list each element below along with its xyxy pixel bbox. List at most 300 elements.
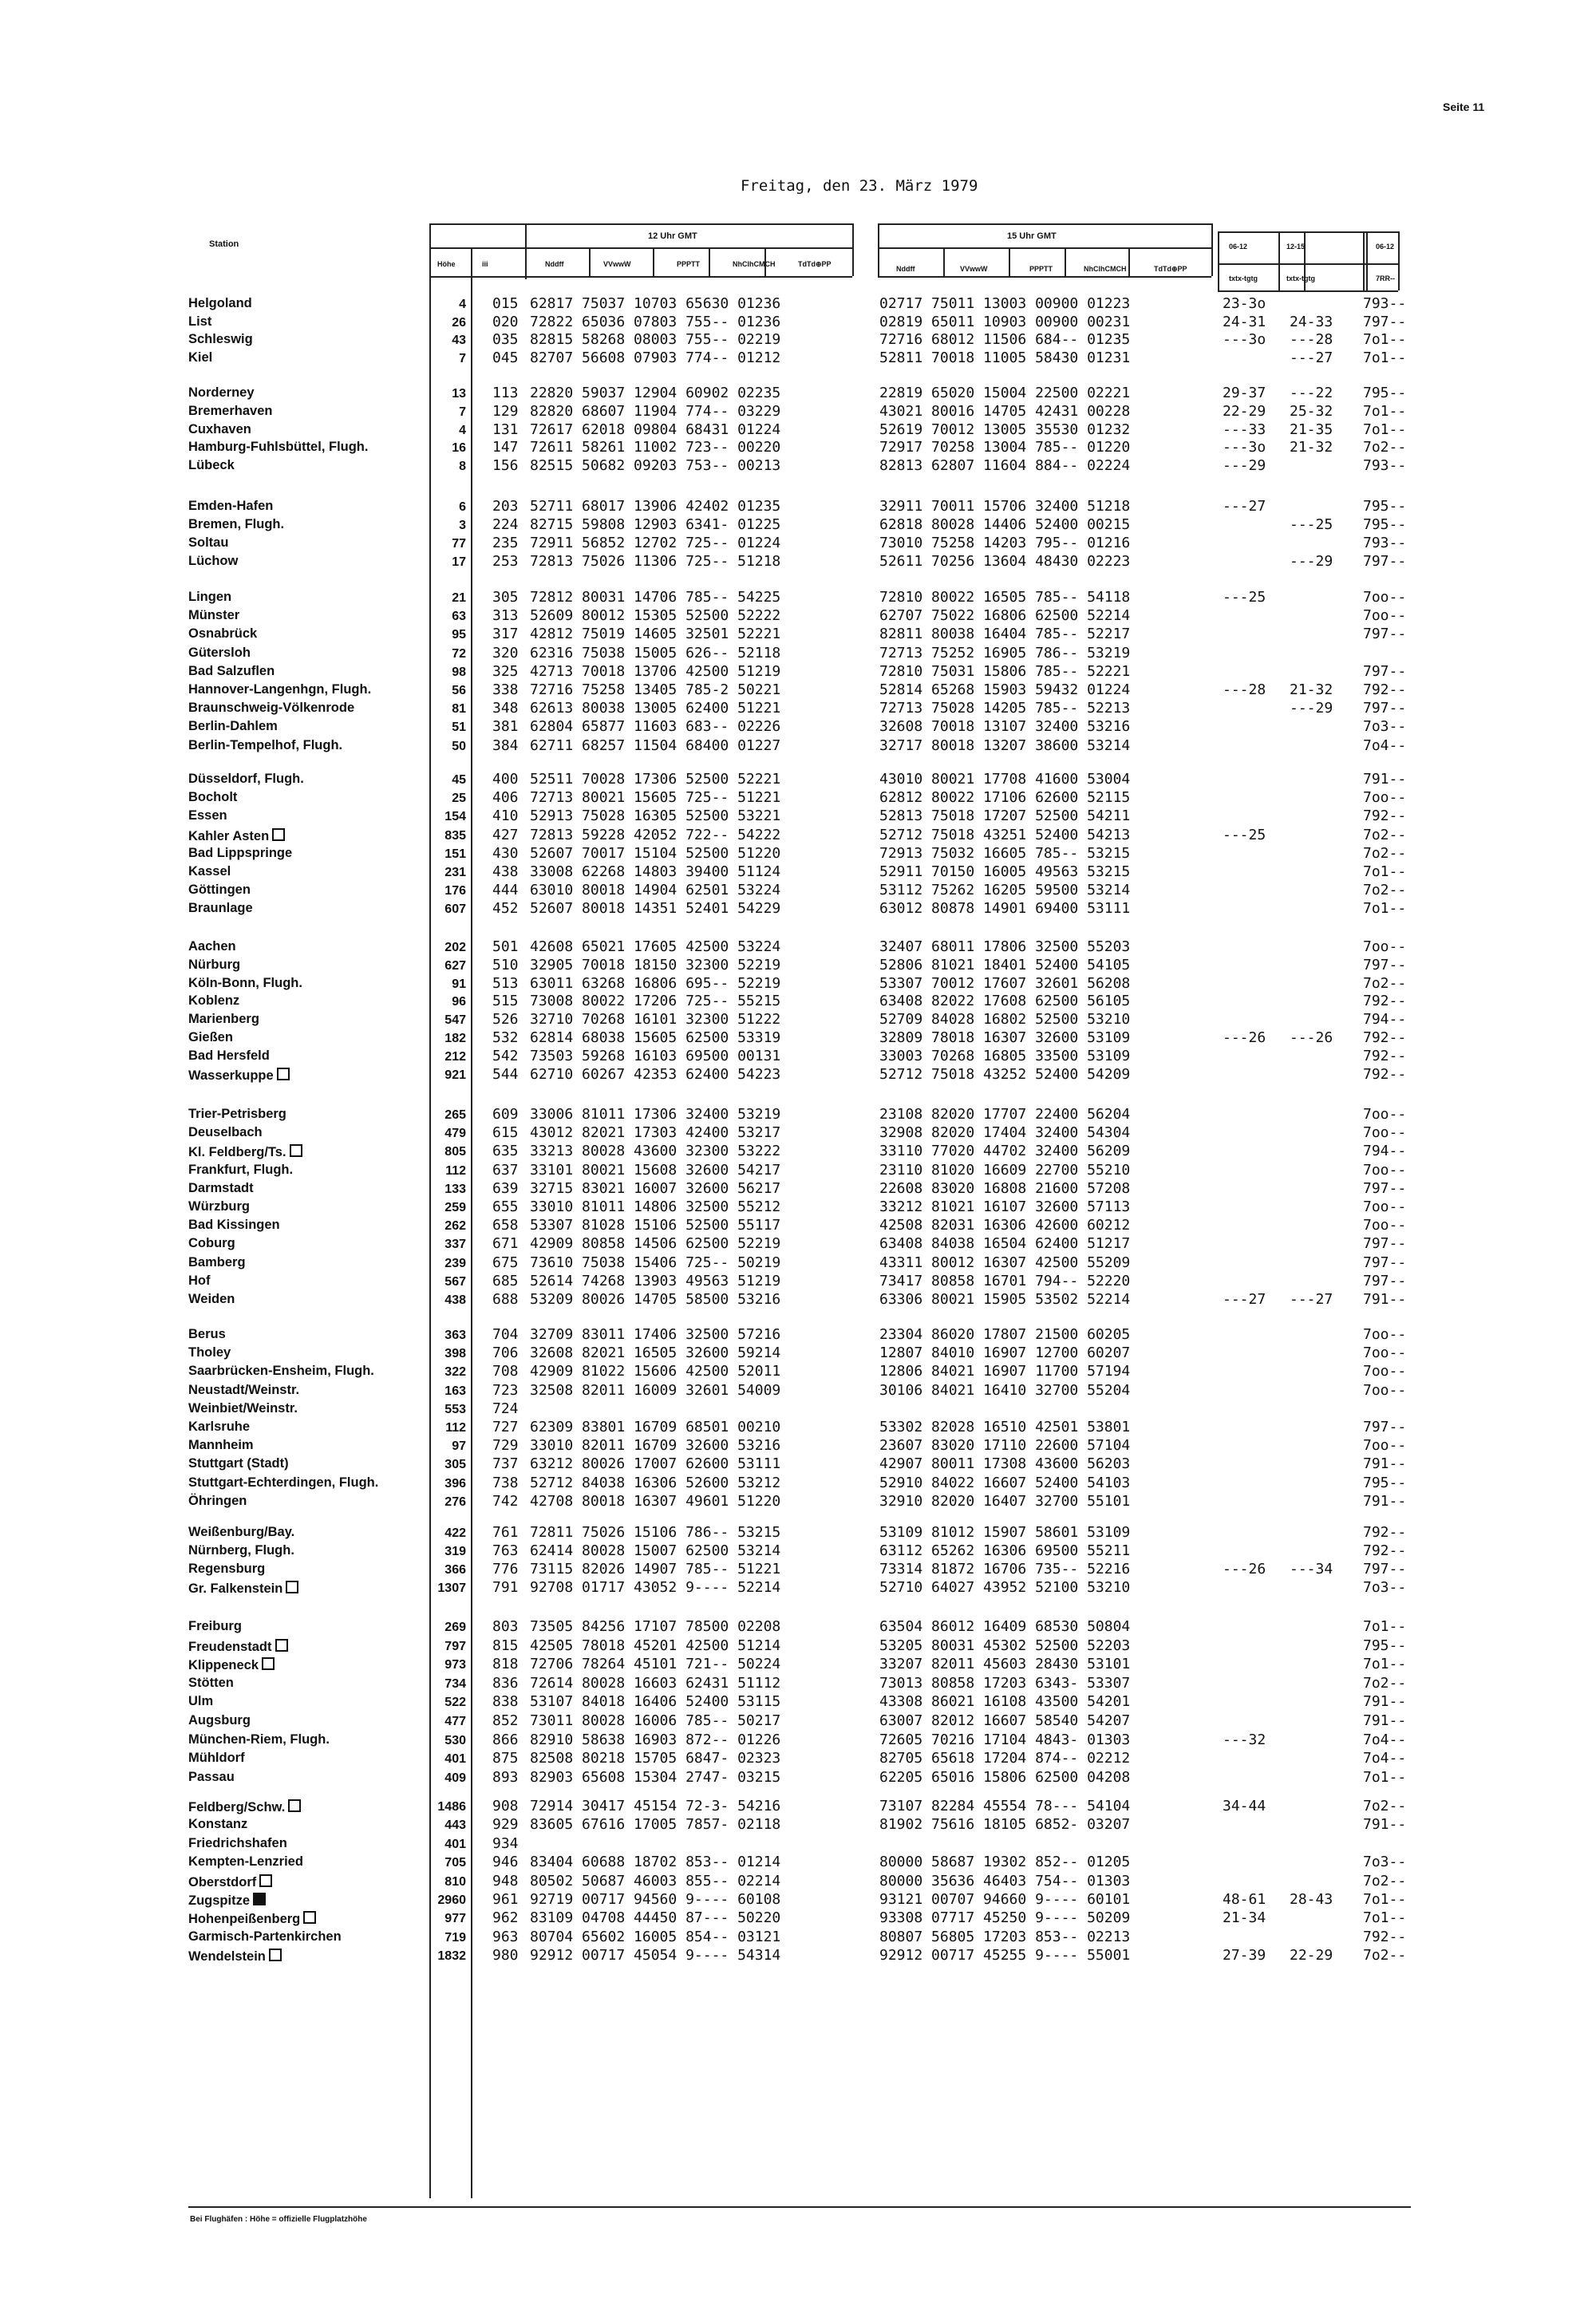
station-name-text: Wasserkuppe [188, 1068, 274, 1083]
obs-15-utc: 72713 75252 16905 786-- 53219 [879, 645, 1131, 661]
obs-12-utc: 83109 04708 44450 87--- 50220 [530, 1909, 781, 1926]
station-index: 836 [492, 1675, 519, 1692]
obs-15-utc: 92912 00717 45255 9---- 55001 [879, 1947, 1131, 1964]
station-name [188, 1237, 235, 1250]
station-height: 259 [444, 1201, 466, 1214]
station-name-text: Gr. Falkenstein [188, 1581, 283, 1596]
precip-06-12: 7oo-- [1363, 1124, 1407, 1141]
station-name-text: Hannover-Langenhgn, Flugh. [188, 682, 372, 697]
obs-15-utc: 82811 80038 16404 785-- 52217 [879, 626, 1131, 642]
obs-12-utc: 42608 65021 17605 42500 53224 [530, 938, 781, 955]
obs-12-utc: 72813 59228 42052 722-- 54222 [530, 827, 781, 843]
obs-12-utc: 52913 75028 16305 52500 53221 [530, 807, 781, 824]
obs-15-utc: 53109 81012 15907 58601 53109 [879, 1524, 1131, 1541]
station-index: 325 [492, 663, 519, 680]
station-height: 2960 [437, 1893, 466, 1907]
station-name [188, 1676, 234, 1690]
obs-15-utc: 22608 83020 16808 21600 57208 [879, 1180, 1131, 1197]
station-name-text: Nürburg [188, 958, 241, 972]
station-name-text: Gießen [188, 1030, 233, 1044]
obs-15-utc: 32407 68011 17806 32500 55203 [879, 938, 1131, 955]
station-name [188, 646, 251, 660]
station-name-text: Nürnberg, Flugh. [188, 1543, 294, 1558]
table-row [0, 1293, 1596, 1310]
obs-15-utc: 23607 83020 17110 22600 57104 [879, 1437, 1131, 1454]
obs-12-utc: 62711 68257 11504 68400 01227 [530, 737, 781, 754]
station-index: 818 [492, 1656, 519, 1672]
temp-range-12-15: 25-32 [1290, 403, 1333, 420]
station-name [188, 1439, 254, 1452]
precip-06-12: 7o2-- [1363, 827, 1407, 843]
station-index: 963 [492, 1929, 519, 1945]
station-index: 946 [492, 1854, 519, 1870]
temp-range-12-15: 21-35 [1290, 421, 1333, 438]
frame-line-ext3-right [1398, 231, 1400, 290]
precip-06-12: 7o1-- [1363, 403, 1407, 420]
station-name [188, 536, 228, 550]
obs-12-utc: 52511 70028 17306 52500 52221 [530, 771, 781, 788]
precip-06-12: 7oo-- [1363, 1162, 1407, 1179]
ext-subheader-2: 7RR-- [1376, 274, 1395, 282]
station-name-text: Bad Salzuflen [188, 664, 275, 678]
station-name [188, 1293, 235, 1306]
station-height: 25 [452, 792, 466, 805]
station-height: 398 [444, 1347, 466, 1360]
table-row [0, 1544, 1596, 1562]
temp-range-12-15: 21-32 [1290, 439, 1333, 456]
station-index: 427 [492, 827, 519, 843]
col15-sep-1 [1009, 249, 1010, 276]
col12-sep-1 [653, 249, 654, 276]
station-name-text: Darmstadt [188, 1181, 254, 1195]
precip-06-12: 791-- [1363, 1816, 1407, 1833]
station-height: 91 [452, 977, 466, 991]
station-name [188, 701, 354, 715]
col12-header-3: NhClhCMCH [733, 260, 776, 268]
station-name [188, 1402, 298, 1416]
obs-12-utc: 82903 65608 15304 2747- 03215 [530, 1769, 781, 1786]
table-row [0, 627, 1596, 645]
obs-12-utc: 82715 59808 12903 6341- 01225 [530, 516, 781, 533]
obs-12-utc: 72911 56852 12702 725-- 01224 [530, 535, 781, 551]
table-row [0, 1476, 1596, 1494]
station-height: 438 [444, 1293, 466, 1307]
station-name-text: Neustadt/Weinstr. [188, 1383, 300, 1397]
precip-06-12: 797-- [1363, 1235, 1407, 1252]
station-index: 934 [492, 1835, 519, 1852]
frame-top-15 [878, 223, 1211, 225]
station-index: 639 [492, 1180, 519, 1197]
station-index: 708 [492, 1363, 519, 1380]
station-name [188, 590, 231, 604]
obs-12-utc: 72811 75026 15106 786-- 53215 [530, 1524, 781, 1541]
obs-15-utc: 32809 78018 16307 32600 53109 [879, 1029, 1131, 1046]
station-index: 513 [492, 975, 519, 992]
obs-15-utc: 72917 70258 13004 785-- 01220 [879, 439, 1131, 456]
station-index: 908 [492, 1798, 519, 1814]
station-height: 26 [452, 316, 466, 330]
obs-12-utc: 63010 80018 14904 62501 53224 [530, 882, 781, 898]
precip-06-12: 7o2-- [1363, 882, 1407, 898]
obs-12-utc: 52711 68017 13906 42402 01235 [530, 498, 781, 515]
station-index: 224 [492, 516, 519, 533]
obs-12-utc: 63212 80026 17007 62600 53111 [530, 1455, 781, 1472]
station-index: 737 [492, 1455, 519, 1472]
table-row [0, 423, 1596, 440]
station-name [188, 1182, 254, 1195]
station-name-text: Soltau [188, 535, 229, 550]
temp-range-06-12: 29-37 [1223, 385, 1266, 401]
precip-06-12: 791-- [1363, 1693, 1407, 1710]
station-name [188, 720, 278, 733]
precip-06-12: 797-- [1363, 1180, 1407, 1197]
station-name-text: Tholey [188, 1345, 231, 1360]
station-name-text: Kempten-Lenzried [188, 1854, 303, 1869]
obs-15-utc: 43010 80021 17708 41600 53004 [879, 771, 1131, 788]
station-index: 791 [492, 1579, 519, 1596]
obs-12-utc: 82707 56608 07903 774-- 01212 [530, 349, 781, 366]
station-name-text: Lüchow [188, 554, 239, 568]
station-name-text: Weiden [188, 1292, 235, 1306]
frame-line-ext1-left [1218, 231, 1219, 290]
obs-15-utc: 52811 70018 11005 58430 01231 [879, 349, 1131, 366]
frame-line-ext3-left [1366, 231, 1368, 290]
station-index: 501 [492, 938, 519, 955]
table-row [0, 1163, 1596, 1181]
temp-range-06-12: 34-44 [1223, 1798, 1266, 1814]
temp-range-12-15: 24-33 [1290, 314, 1333, 330]
obs-15-utc: 12806 84021 16907 11700 57194 [879, 1363, 1131, 1380]
station-index: 980 [492, 1947, 519, 1964]
station-name [188, 1544, 294, 1558]
station-height: 21 [452, 591, 466, 605]
col12-header-4: TdTd⊕PP [798, 260, 832, 268]
station-height: 13 [452, 387, 466, 401]
obs-12-utc: 62613 80038 13005 62400 51221 [530, 700, 781, 717]
station-height: 16 [452, 441, 466, 455]
precip-06-12: 797-- [1363, 1254, 1407, 1271]
precip-06-12: 792-- [1363, 681, 1407, 698]
precip-06-12: 7o4-- [1363, 1731, 1407, 1748]
station-index: 724 [492, 1400, 519, 1417]
obs-15-utc: 73107 82284 45554 78--- 54104 [879, 1798, 1131, 1814]
obs-15-utc: 43021 80016 14705 42431 00228 [879, 403, 1131, 420]
table-row [0, 536, 1596, 554]
station-height: 182 [444, 1032, 466, 1045]
precip-06-12: 7o2-- [1363, 975, 1407, 992]
station-height: 1486 [437, 1800, 466, 1814]
frame-mid-15 [878, 247, 1211, 249]
obs-15-utc: 82705 65618 17204 874-- 02212 [879, 1750, 1131, 1767]
station-height: 45 [452, 773, 466, 787]
precip-06-12: 791-- [1363, 771, 1407, 788]
precip-06-12: 792-- [1363, 1524, 1407, 1541]
precip-06-12: 795-- [1363, 1637, 1407, 1654]
obs-15-utc: 72810 75031 15806 785-- 52221 [879, 663, 1131, 680]
table-row [0, 1144, 1596, 1162]
footnote: Bei Flughäfen : Höhe = offizielle Flugplatzhöhe [190, 2215, 367, 2224]
station-name [188, 865, 231, 879]
precip-06-12: 792-- [1363, 1029, 1407, 1046]
station-name [188, 683, 371, 697]
station-name [188, 1799, 301, 1814]
station-index: 515 [492, 993, 519, 1009]
station-height: 72 [452, 647, 466, 661]
obs-15-utc: 42508 82031 16306 42600 60212 [879, 1217, 1131, 1234]
station-name [188, 1420, 250, 1434]
station-index: 742 [492, 1493, 519, 1510]
frame-line-12-right [852, 223, 854, 276]
station-name-text: Feldberg/Schw. [188, 1800, 286, 1814]
precip-06-12: 791-- [1363, 1455, 1407, 1472]
station-name-text: Würzburg [188, 1199, 250, 1214]
station-index: 838 [492, 1693, 519, 1710]
obs-15-utc: 12807 84010 16907 12700 60207 [879, 1344, 1131, 1361]
station-index: 671 [492, 1235, 519, 1252]
station-name-text: Trier-Petrisberg [188, 1107, 286, 1121]
table-row [0, 828, 1596, 846]
filled-square-icon [253, 1893, 266, 1905]
header-iii: iii [482, 260, 488, 268]
station-name [188, 386, 255, 400]
station-name [188, 1108, 286, 1121]
precip-06-12: 797-- [1363, 663, 1407, 680]
precip-06-12: 7o3-- [1363, 1579, 1407, 1596]
precip-06-12: 793-- [1363, 457, 1407, 474]
precip-06-12: 7o1-- [1363, 421, 1407, 438]
ext-header-0: 06-12 [1229, 243, 1248, 251]
station-index: 320 [492, 645, 519, 661]
obs-12-utc: 80704 65602 16005 854-- 03121 [530, 1929, 781, 1945]
station-height: 477 [444, 1715, 466, 1728]
obs-12-utc: 72611 58261 11002 723-- 00220 [530, 439, 781, 456]
obs-15-utc: 33207 82011 45603 28430 53101 [879, 1656, 1131, 1672]
precip-06-12: 797-- [1363, 314, 1407, 330]
obs-12-utc: 22820 59037 12904 60902 02235 [530, 385, 781, 401]
table-row [0, 791, 1596, 808]
table-row [0, 1182, 1596, 1199]
station-name [188, 1874, 272, 1889]
temp-range-06-12: ---26 [1223, 1561, 1266, 1577]
precip-06-12: 797-- [1363, 553, 1407, 570]
table-row [0, 405, 1596, 422]
station-height: 443 [444, 1818, 466, 1832]
station-name-text: Berus [188, 1327, 226, 1341]
station-name [188, 772, 304, 786]
precip-06-12: 7o1-- [1363, 863, 1407, 880]
obs-15-utc: 42907 80011 17308 43600 56203 [879, 1455, 1131, 1472]
station-height: 705 [444, 1856, 466, 1870]
frame-line-15-right [1211, 223, 1213, 276]
obs-12-utc: 92912 00717 45054 9---- 54314 [530, 1947, 781, 1964]
table-row [0, 1695, 1596, 1712]
obs-15-utc: 32910 82020 16407 32700 55101 [879, 1493, 1131, 1510]
precip-06-12: 797-- [1363, 1419, 1407, 1435]
table-row [0, 1526, 1596, 1543]
precip-06-12: 7o3-- [1363, 718, 1407, 735]
station-height: 112 [445, 1421, 466, 1435]
precip-06-12: 7o1-- [1363, 900, 1407, 917]
table-row [0, 1799, 1596, 1817]
station-height: 276 [444, 1495, 466, 1509]
station-name-text: Saarbrücken-Ensheim, Flugh. [188, 1364, 374, 1378]
station-name-text: Frankfurt, Flugh. [188, 1163, 294, 1177]
obs-12-utc: 72713 80021 15605 725-- 51221 [530, 789, 781, 806]
obs-12-utc: 52712 84038 16306 52600 53212 [530, 1475, 781, 1491]
frame-bottom-ext [1218, 290, 1398, 292]
temp-range-06-12: ---3o [1223, 331, 1266, 348]
station-height: 921 [444, 1068, 466, 1082]
station-index: 235 [492, 535, 519, 551]
table-row [0, 1256, 1596, 1273]
station-index: 542 [492, 1048, 519, 1064]
obs-12-utc: 42909 80858 14506 62500 52219 [530, 1235, 781, 1252]
station-name-text: Schleswig [188, 332, 253, 346]
obs-15-utc: 63408 82022 17608 62500 56105 [879, 993, 1131, 1009]
station-name [188, 1714, 251, 1727]
temp-range-12-15: ---28 [1290, 331, 1333, 348]
station-height: 239 [444, 1257, 466, 1270]
table-row [0, 1562, 1596, 1580]
col15-header-0: Nddff [896, 265, 915, 273]
frame-line-12-left [525, 225, 527, 279]
table-row [0, 315, 1596, 333]
temp-range-06-12: 24-31 [1223, 314, 1266, 330]
obs-15-utc: 72913 75032 16605 785-- 53215 [879, 845, 1131, 862]
temp-range-12-15: ---34 [1290, 1561, 1333, 1577]
obs-15-utc: 43311 80012 16307 42500 55209 [879, 1254, 1131, 1271]
station-name-text: Klippeneck [188, 1658, 259, 1672]
station-name [188, 1751, 245, 1765]
table-row [0, 1639, 1596, 1656]
obs-12-utc: 62817 75037 10703 65630 01236 [530, 295, 781, 312]
station-index: 815 [492, 1637, 519, 1654]
temp-range-12-15: 22-29 [1290, 1947, 1333, 1964]
station-name [188, 1620, 242, 1633]
temp-range-06-12: ---25 [1223, 589, 1266, 606]
obs-15-utc: 23108 82020 17707 22400 56204 [879, 1106, 1131, 1123]
table-row [0, 386, 1596, 404]
table-row [0, 1346, 1596, 1364]
temp-range-06-12: ---29 [1223, 457, 1266, 474]
station-height: 835 [444, 829, 466, 843]
station-name-text: Braunlage [188, 901, 253, 915]
temp-range-12-15: 28-43 [1290, 1891, 1333, 1908]
station-index: 035 [492, 331, 519, 348]
frame-line-ext1-right [1278, 231, 1280, 290]
station-height: 522 [444, 1696, 466, 1709]
station-index: 803 [492, 1618, 519, 1635]
station-name [188, 1031, 233, 1044]
precip-06-12: 792-- [1363, 1066, 1407, 1083]
station-index: 948 [492, 1873, 519, 1889]
table-row [0, 459, 1596, 476]
station-name-text: Konstanz [188, 1817, 248, 1831]
precip-06-12: 7o1-- [1363, 1769, 1407, 1786]
station-height: 176 [444, 884, 466, 898]
table-row [0, 1068, 1596, 1085]
station-height: 409 [444, 1771, 466, 1785]
station-height: 401 [444, 1838, 466, 1851]
obs-12-utc: 73008 80022 17206 725-- 55215 [530, 993, 781, 1009]
table-row [0, 1384, 1596, 1401]
station-name [188, 1346, 231, 1360]
precip-06-12: 793-- [1363, 535, 1407, 551]
station-name [188, 1657, 275, 1672]
precip-06-12: 7o2-- [1363, 845, 1407, 862]
station-name [188, 1893, 266, 1908]
station-height: 212 [444, 1050, 466, 1064]
station-index: 381 [492, 718, 519, 735]
station-height: 319 [444, 1545, 466, 1558]
table-row [0, 1126, 1596, 1143]
station-name-text: Weißenburg/Bay. [188, 1525, 295, 1539]
obs-15-utc: 73013 80858 17203 6343- 53307 [879, 1675, 1131, 1692]
obs-15-utc: 73010 75258 14203 795-- 01216 [879, 535, 1131, 551]
table-row [0, 1402, 1596, 1420]
obs-12-utc: 33010 81011 14806 32500 55212 [530, 1198, 781, 1215]
station-height: 322 [444, 1365, 466, 1379]
table-row [0, 1457, 1596, 1475]
col12-header-2: PPPTT [677, 260, 701, 268]
obs-15-utc: 52910 84022 16607 52400 54103 [879, 1475, 1131, 1491]
station-name-text: Wendelstein [188, 1949, 266, 1964]
station-name-text: Bad Hersfeld [188, 1048, 270, 1063]
obs-15-utc: 32608 70018 13107 32400 53216 [879, 718, 1131, 735]
station-name-text: München-Riem, Flugh. [188, 1732, 330, 1747]
station-index: 438 [492, 863, 519, 880]
station-height: 366 [444, 1563, 466, 1577]
precip-06-12: 7o2-- [1363, 1873, 1407, 1889]
obs-15-utc: 62812 80022 17106 62600 52115 [879, 789, 1131, 806]
table-row [0, 902, 1596, 919]
station-name [188, 1581, 298, 1596]
station-height: 133 [444, 1183, 466, 1196]
obs-15-utc: 52806 81021 18401 52400 54105 [879, 957, 1131, 973]
table-row [0, 646, 1596, 664]
col12-header-1: VVwwW [603, 260, 631, 268]
obs-15-utc: 72605 70216 17104 4843- 01303 [879, 1731, 1131, 1748]
station-name [188, 665, 275, 678]
station-index: 929 [492, 1816, 519, 1833]
station-height: 81 [452, 702, 466, 716]
station-name [188, 1364, 374, 1378]
station-name [188, 333, 253, 346]
station-height: 479 [444, 1127, 466, 1140]
table-row [0, 683, 1596, 701]
table-row [0, 940, 1596, 958]
station-name [188, 1457, 289, 1471]
station-height: 51 [452, 721, 466, 734]
precip-06-12: 7oo-- [1363, 1363, 1407, 1380]
station-name [188, 1049, 270, 1063]
station-name-text: Stötten [188, 1676, 234, 1690]
obs-15-utc: 52709 84028 16802 52500 53210 [879, 1011, 1131, 1028]
obs-12-utc: 73505 84256 17107 78500 02208 [530, 1618, 781, 1635]
station-name-text: Osnabrück [188, 626, 258, 641]
station-name-text: Kahler Asten [188, 829, 270, 843]
obs-12-utc: 33006 81011 17306 32400 53219 [530, 1106, 781, 1123]
station-index: 452 [492, 900, 519, 917]
precip-06-12: 797-- [1363, 1273, 1407, 1289]
station-name-text: Freudenstadt [188, 1640, 272, 1654]
station-height: 553 [444, 1403, 466, 1416]
frame-top-ext [1218, 231, 1398, 233]
station-height: 607 [444, 902, 466, 916]
precip-06-12: 7oo-- [1363, 1344, 1407, 1361]
obs-15-utc: 52611 70256 13604 48430 02223 [879, 553, 1131, 570]
station-name [188, 405, 272, 418]
